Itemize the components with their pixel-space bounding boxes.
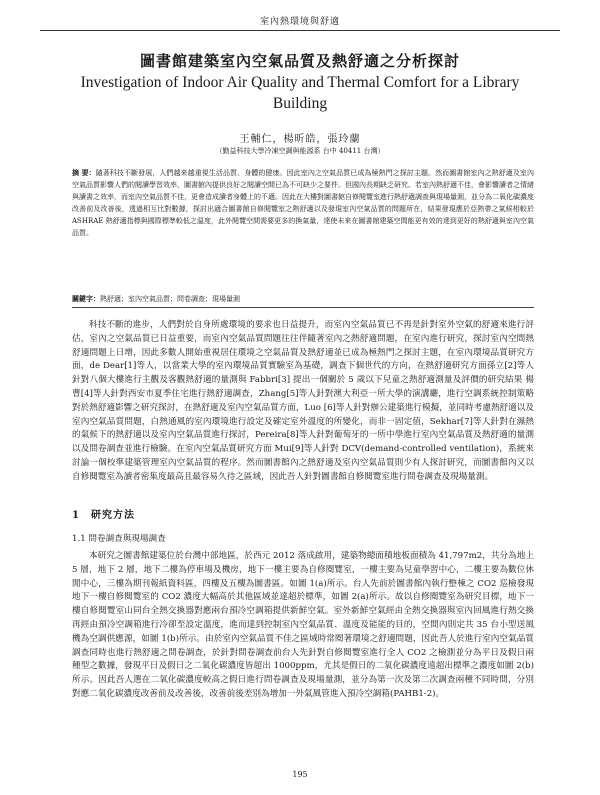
survey-paragraph: 本研究之圖書館建築位於台灣中部地區，於西元 2012 落成啟用，建築物總面積地板面積為 41,797m2，共分為地上 5 層，地下 2 層，地下二樓為停車場及機房，地下一樓主要為自修閱覽室，一樓主要為兒童學習中心，二樓主要為數位休閒中心，三樓為期刊報紙資料區，四樓及五樓為圖書區。如圖 1(a)所示。台人先前於圖書館內執行整棟之 CO2 巡檢發現地下一樓自修閱覽室的 CO2 濃度大幅高於其他區域並達超於標準，如圖 2(a)所示。故以自修閱覽室為研究目標，地下一樓自修閱覽室山同台全熱交換器對應兩台預冷空調箱提供新鮮空氣。室外新鮮空氣經由全熱交換器與室內回風進行熱交換再經由預冷空調箱進行冷卻至設定溫度，進而達到控制室內空氣品質、溫度及能能的目的，空間內則定共 35 台小型送風機為空調供應源，如圖 1(b)所示。由於室內空氣品質不佳之區域時常閱著環境之舒適問題，因此吾人於進行室內空氣品質調查同時也進行熱舒適之問卷調查，於針對問卷調查前台人先針對自修閱覽室進行全人 CO2 之檢測並分為平日及假日兩種型之數據，發現平日及假日之二氧化碳濃度皆超出 1000ppm，尤其是假日的二氧化碳濃度遠超出標準之濃度如圖 2(b)所示。因此吾人選在二氧化碳濃度較高之假日進行問卷調查及現場量測，並分為第一次及第二次調查兩種不同時間，分別對應二氧化碳濃度改善前及改善後，改善前後差別為增加一外氣風管進入預冷空調箱(PAHB1-2)。 (72, 551, 534, 699)
keywords-label: 關鍵字： (72, 294, 100, 303)
subsection-heading-survey: 1.1 問卷調查與現場調查 (72, 534, 166, 544)
paper-title-chinese: 圖書館建築室內空氣品質及熱舒適之分析探討 (139, 52, 460, 70)
author-list: 王輔仁，楊昕皓，張玲蘭 (239, 134, 361, 145)
keywords (72, 293, 534, 305)
section-heading-methods: 1 研究方法 (72, 510, 135, 521)
running-head: 室內熱環境與舒適 (40, 14, 560, 31)
keywords-text: 熱舒適；室內空氣品質；問卷調查；現場量測 (100, 295, 240, 303)
page-number: 195 (292, 770, 308, 779)
introduction-paragraph: 科技不斷的進步，人們對於自身所處環境的要求也日益提升，而室內空氣品質已不再是針對室外空氣的舒適來進行評估，室內之空氣品質已日益重要，而室內空氣品質問題往往伴隨著室內之熱舒適問題，在室內進行研究，探討室內空間熱舒適問題上日增，因此多數人開始重視居住環境之空氣品質及熱舒適並已成為極熱門之探討主題，在室內環境品質研究方面，de Dear[1]等人，以當業大學的室內環境品質實驗室為基礎，調查下個世代的方向，在熱舒適研究方面孫立[2]等人針對八個大樓進行主觀及客觀熱舒適的量測與 Fabbri[3] 提出一個關於 5 歲以下兒童之熱舒適測量及評價的研究結果 楊曹[4]等人針對西安市夏季住宅進行熱舒適調查，Zhang[5]等人針對澳大利亞一所大學的演講廳，進行空調系統控制策略對於熱舒適影響之研究探討，在熱舒適及室內空氣品質方面，Luo [6]等人針對辦公建築進行模擬，並同時考慮熱舒適以及室內空氣品質問題，白熱通風的室內環境進行設定及確定室外溫度的所變化，而非一固定值，Sekhar[7]等人針對在濕熱的氣候下的熱舒適以及室內空氣品質進行探討，Pereira[8]等人針對葡萄牙的一所中學進行室內空氣品質及熱舒適的量測以及問卷調查並進行檢驗。在室內空氣品質研究方面 Mui[9]等人針對 DCV(demand-controlled ventilation)，系統來討論一個校準建築管理室內空氣品質的程序。然而圖書館內之熱舒適及室內空氣品質則少有人探討研究，而圖書館內又以自修閱覽室為讀者密集度最高且最容易久待之區域，因此吾人針對圖書館自修閱覽室進行問卷調查及現場量測。 (72, 320, 534, 482)
author-affiliation: （勤益科技大學冷凍空調與能源系 台中 40411 台灣） (215, 147, 385, 155)
abstract (72, 167, 534, 240)
abstract-label: 摘 要： (72, 168, 96, 177)
paper-title-english: Investigation of Indoor Air Quality and Thermal Comfort for a Library Building (80, 74, 520, 112)
abstract-text: 隨著科技不斷發展，人們越來越重視生活品質、身體的健康。因此室內之空氣品質已成為極熱門之探討主題。然而圖書館室內之熱舒適及室內空氣品質影響人們的閱讀學習效率，圖書館內提供良好之閱讀空間已為不可缺少之要件。但國內長期缺乏研究。若室內熱舒適不佳，會影響讀者之情緒與讀書之效率，而室內空氣品質不佳，更會造成讀者身體上的不適。因此在大樓對圖書館自修閱覽室進行熱舒適調查與現場量測，並分為二氧化碳濃度改善前及改善後，透過相互比對數據，探討出適合圖書館自修閱覽室之熱舒適以及發現室內空氣品質的問題所在，結果發現應於亞熱帶之氣候相較於 ASHRAE 熱舒適指標與國際標準較低之溫度，此外閱覽空間需要更多的換氣量，達使未來在圖書館建築空間能更有效的達到更好的熱舒適與室內空氣品質。 (72, 169, 534, 238)
divider (72, 307, 534, 308)
